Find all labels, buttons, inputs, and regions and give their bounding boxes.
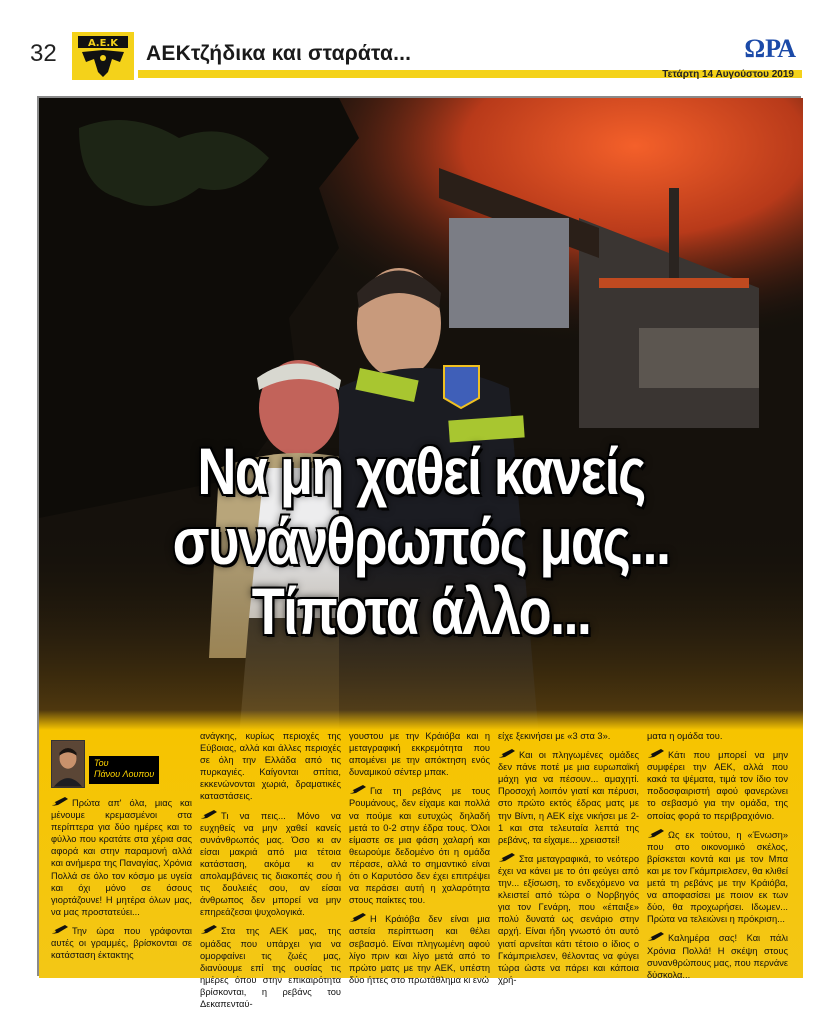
pen-icon — [349, 784, 367, 795]
paragraph: γουστου με την Κράιόβα και η μεταγραφική εκκρεμότητα που απομένει με την απόκτηση ενός δυναμικού σέντερ μπακ. — [349, 731, 490, 778]
headline-line-2: συνάνθρωπός μας... — [172, 504, 670, 578]
article-column-2 — [200, 730, 341, 1009]
page-header — [30, 30, 802, 82]
pen-icon — [349, 912, 367, 923]
pen-icon — [647, 748, 665, 759]
pen-icon — [647, 828, 665, 839]
paragraph: ανάγκης, κυρίως περιοχές της Εύβοιας, αλλά και άλλες περιοχές σε όλη την Ελλάδα από τις πυρκαγιές. Καίγονται σπίτια, εκκενώνονται χωριά, δραματικές καταστάσεις. — [200, 731, 341, 802]
paragraph: Η Κράιόβα δεν είναι μια αστεία περίπτωση και θέλει σεβασμό. Είναι πληγωμένη αφού λίγο πριν και λίγο μετά από το πρώτο ματς με την ΑΕΚ, υπέστη δύο ήττες στο πρωτάθλημα κι ενώ — [349, 914, 490, 985]
headline — [39, 436, 803, 646]
paragraph: Τι να πεις... Μόνο να ευχηθείς να μην χαθεί κανείς συνάνθρωπός μας. Όσο κι αν είσαι μακριά από μια τέτοια κατάσταση, ακόμα κι αν απολαμβάνεις τις διακοπές σου ή τις δουλειές σου, αν είσαι άνθρωπος δεν μπορεί να μην επηρεάζεσαι ψυχολογικά. — [200, 810, 341, 918]
article-box — [37, 96, 801, 1009]
paragraph: Στα μεταγραφικά, το νεότερο έχει να κάνει με το ότι φεύγει από την... εξίσωση, το ενδεχόμενο να κλειστεί από τώρα ο Νορβηγός για τον Γενάρη, που «έπαιξε» πολύ δυνατά ως σενάριο στην αρχή. Είναι ήδη γνωστό ότι αυτό γιατί αρνείται κάτι τέτοιο ο ίδιος ο Γκάμπριελσεν, θέλοντας να φύγει τώρα ώστε να πάρει και κάποια χρή- — [498, 853, 639, 985]
article-column-1 — [51, 730, 192, 974]
author-label: Του — [94, 758, 109, 768]
paragraph: Ως εκ τούτου, η «Ένωση» που στο οικονομικό σκέλος, βρίσκεται κοντά και με τον Μπα και με τον Γκάμπριελσεν, θα κλιθεί μετά τη ρεβάνς με την Κράιόβα, να αποφασίσει με ποιον εκ των δύο, θα προχωρήσει. Ιδωμεν... Πρώτα να τελειώνει η πρόκριση... — [647, 829, 788, 925]
article-text-panel — [39, 710, 803, 1009]
paragraph: ματα η ομάδα του. — [647, 731, 723, 741]
headline-line-1: Να μη χαθεί κανείς — [197, 434, 645, 508]
page-number: 32 — [30, 40, 57, 67]
svg-text:Α.Ε.Κ: Α.Ε.Κ — [88, 38, 118, 49]
pen-icon — [51, 924, 69, 935]
paper-name: ΩΡΑ — [744, 34, 796, 63]
paragraph: Και οι πληγωμένες ομάδες δεν πάνε ποτέ με μια ευρωπαϊκή μάχη για να πέσουν... αμαχητί. Προσοχή λοιπόν γιατί και πέρυσι, στο πρώτο εκτός έδρας ματς με την Βίντι, η ΑΕΚ είχε νικήσει με 2-1 και στα τελευταία λεπτά της ρεβάνς, τα είχαμε... χρειαστεί! — [498, 750, 639, 845]
pen-icon — [51, 796, 69, 807]
issue-date: Τετάρτη 14 Αυγούστου 2019 — [662, 69, 794, 80]
author-credit — [89, 756, 159, 784]
section-title: ΑΕΚτζήδικα και σταράτα... — [146, 42, 412, 65]
paragraph: είχε ξεκινήσει με «3 στα 3». — [498, 731, 611, 741]
paragraph: Πρώτα απ' όλα, μιας και μένουμε κρεμασμένοι στα περίπτερα για δύο ημέρες και το φύλλο που κρατάτε στα χέρια σας αφορά και στην παραμονή αλλά και ανήμερα της Παναγίας, Χρόνια Πολλά σε όλο τον κόσμο με υγεία και όχι μόνο σε όσους γιορτάζουνε! Η μητέρα όλων μας, να μας προστατεύει... — [51, 798, 193, 917]
pen-icon — [498, 748, 516, 759]
aek-logo — [72, 32, 134, 80]
author-byline — [51, 730, 192, 788]
article-column-4 — [498, 730, 639, 985]
paragraph: Καλημέρα σας! Και πάλι Χρόνια Πολλά! Η σκέψη στους συνανθρώπους μας, που περνάνε δύσκολα... — [647, 933, 788, 980]
paragraph: Κάτι που μπορεί να μην συμφέρει την ΑΕΚ, αλλά που κακά τα ψέματα, τιμά τον ίδιο τον ποδοσφαιριστή αφού φανερώνει το σεβασμό για την ομάδα, της οποίας φορά το περιβραχιόνιο. — [647, 750, 788, 821]
pen-icon — [200, 924, 218, 935]
paragraph: Για τη ρεβάνς με τους Ρουμάνους, δεν είχαμε και πολλά να πούμε και ευτυχώς δηλαδή μετά το 0-2 στην έδρα τους. Όλοι είμαστε σε μια φάση χαλαρή και θεωρούμε δεδομένο ότι η ομάδα πέρασε, αλλά το σημαντικό είναι ότι ο Καρυτόσο δεν έχει επιτρέψει να περάσει αυτή η χαλαρότητα στους παίκτες του. — [349, 786, 490, 906]
author-name: Πάνου Λουπου — [94, 769, 155, 779]
paragraph: Στα της ΑΕΚ μας, της ομάδας που υπάρχει για να ομορφαίνει τις ζωές μας, διανύουμε επί της ουσίας τις ημέρες όπου στην επικαιρότητα βρίσκονται, η ρεβάνς του Δεκαπενταύ- — [200, 926, 341, 1009]
article-column-3 — [349, 730, 490, 985]
pen-icon — [647, 931, 665, 942]
pen-icon — [498, 852, 516, 863]
paragraph: Την ώρα που γράφονται αυτές οι γραμμές, βρίσκονται σε κατάσταση έκτακτης — [51, 925, 192, 961]
author-avatar — [51, 740, 85, 788]
article-column-5 — [647, 730, 788, 980]
headline-line-3: Τίποτα άλλο... — [251, 574, 591, 648]
pen-icon — [200, 809, 218, 820]
article-columns — [51, 730, 793, 1009]
